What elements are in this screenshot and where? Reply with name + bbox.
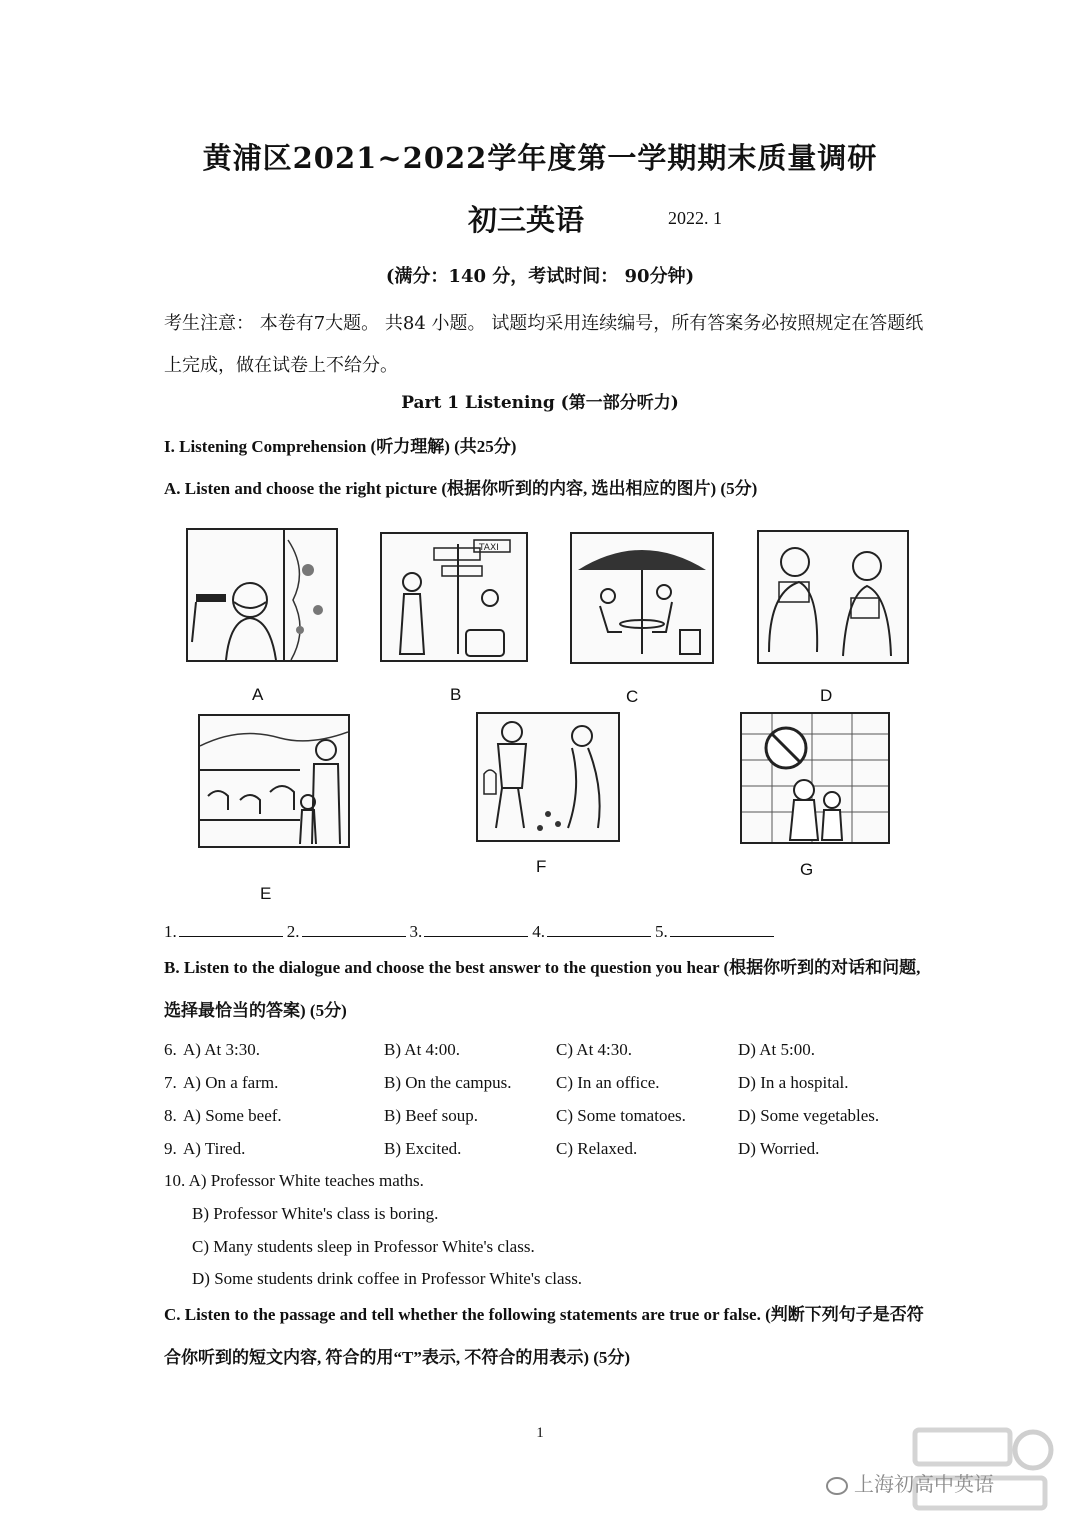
- blank-label: 5.: [655, 922, 668, 941]
- watermark: [826, 1468, 994, 1497]
- exam-date: 2022. 1: [668, 208, 722, 228]
- exam-notice: 考生注意： 本卷有7大题。 共84 小题。 试题均采用连续编号，所有答案务必按照规定在答题纸上完成，做在试卷上不给分。: [164, 313, 924, 376]
- question-10: [164, 1171, 424, 1191]
- option-b: B) On the campus.: [384, 1073, 512, 1092]
- picture-label-c: C: [626, 687, 639, 706]
- blank-label: 3.: [409, 922, 423, 941]
- answer-blank[interactable]: [424, 920, 528, 937]
- question-number: 10.: [164, 1171, 186, 1190]
- picture-b: [380, 532, 528, 662]
- option-b: B) Excited.: [384, 1139, 462, 1158]
- zoo-animals-icon: [200, 716, 348, 846]
- subject-title: 初三英语: [468, 203, 585, 237]
- temperature-check-icon: [188, 530, 336, 660]
- picking-litter-icon: [478, 714, 618, 840]
- section-a-title: A. Listen and choose the right picture (根据你听到的内容, 选出相应的图片) (5分): [164, 479, 758, 498]
- answer-blanks: [164, 920, 778, 942]
- option-d: D) At 5:00.: [738, 1040, 815, 1059]
- option-c: C) Some tomatoes.: [556, 1106, 686, 1125]
- option-b: B) At 4:00.: [384, 1040, 461, 1059]
- option-d: D) In a hospital.: [738, 1073, 849, 1092]
- no-climbing-sign-icon: [742, 714, 888, 842]
- watermark-text: 上海初高中英语: [854, 1472, 994, 1496]
- question-7: [164, 1073, 924, 1097]
- option-c: C) In an office.: [556, 1073, 660, 1092]
- page-title: 黄浦区2021~2022学年度第一学期期末质量调研: [202, 141, 878, 175]
- picture-label-e: E: [260, 884, 272, 903]
- score-info: (满分：140 分，考试时间： 90分钟): [385, 266, 695, 287]
- question-6: [164, 1040, 924, 1064]
- option-c: C) Many students sleep in Professor White's class.: [192, 1237, 535, 1256]
- picture-label-a: A: [252, 685, 264, 704]
- svg-text:TAXI: TAXI: [479, 543, 499, 553]
- answer-blank[interactable]: [670, 920, 774, 937]
- cafe-umbrella-icon: [572, 534, 712, 662]
- blank-label: 1.: [164, 922, 177, 941]
- question-number: 9.: [164, 1139, 177, 1158]
- picture-label-f: F: [536, 857, 547, 876]
- section-c-title: C. Listen to the passage and tell whether the following statements are true or false. (判断下列句子是否符合你听到的短文内容, 符合的用“T”表示, 不符合的用表示) (5分): [164, 1305, 924, 1367]
- picture-e: [198, 714, 350, 848]
- taxi-signpost-icon: [382, 534, 526, 660]
- option-b: B) Professor White's class is boring.: [192, 1204, 439, 1223]
- option-d: D) Worried.: [738, 1139, 820, 1158]
- wechat-icon: [826, 1477, 848, 1495]
- blank-label: 2.: [286, 922, 300, 941]
- option-a: A) Professor White teaches maths.: [188, 1171, 424, 1190]
- picture-label-g: G: [800, 860, 814, 879]
- blank-label: 4.: [532, 922, 545, 941]
- question-8: [164, 1106, 924, 1130]
- reading-people-icon: [759, 532, 907, 662]
- question-number: 8.: [164, 1106, 177, 1125]
- page-number: 1: [536, 1425, 544, 1441]
- option-c: C) Relaxed.: [556, 1139, 638, 1158]
- answer-blank[interactable]: [302, 920, 406, 937]
- option-a: A) Some beef.: [183, 1106, 282, 1125]
- picture-label-d: D: [820, 686, 833, 705]
- section-b-title: B. Listen to the dialogue and choose the best answer to the question you hear (根据你听到的对话和问题, 选择最恰当的答案) (5分): [164, 958, 921, 1020]
- subtitle-row: [0, 198, 1080, 238]
- picture-a: [186, 528, 338, 662]
- option-d: D) Some vegetables.: [738, 1106, 880, 1125]
- picture-c: [570, 532, 714, 664]
- answer-blank[interactable]: [547, 920, 651, 937]
- question-9: [164, 1139, 924, 1163]
- option-a: A) At 3:30.: [183, 1040, 260, 1059]
- part-title: Part 1 Listening (第一部分听力): [401, 393, 679, 413]
- option-a: A) Tired.: [183, 1139, 246, 1158]
- section-i-title: I. Listening Comprehension (听力理解) (共25分): [164, 437, 517, 456]
- option-a: A) On a farm.: [183, 1073, 279, 1092]
- question-number: 6.: [164, 1040, 177, 1059]
- picture-d: [757, 530, 909, 664]
- answer-blank[interactable]: [179, 920, 283, 937]
- question-number: 7.: [164, 1073, 177, 1092]
- option-c: C) At 4:30.: [556, 1040, 633, 1059]
- picture-label-b: B: [450, 685, 462, 704]
- picture-g: [740, 712, 890, 844]
- picture-f: [476, 712, 620, 842]
- option-b: B) Beef soup.: [384, 1106, 478, 1125]
- option-d: D) Some students drink coffee in Professor White's class.: [192, 1269, 583, 1288]
